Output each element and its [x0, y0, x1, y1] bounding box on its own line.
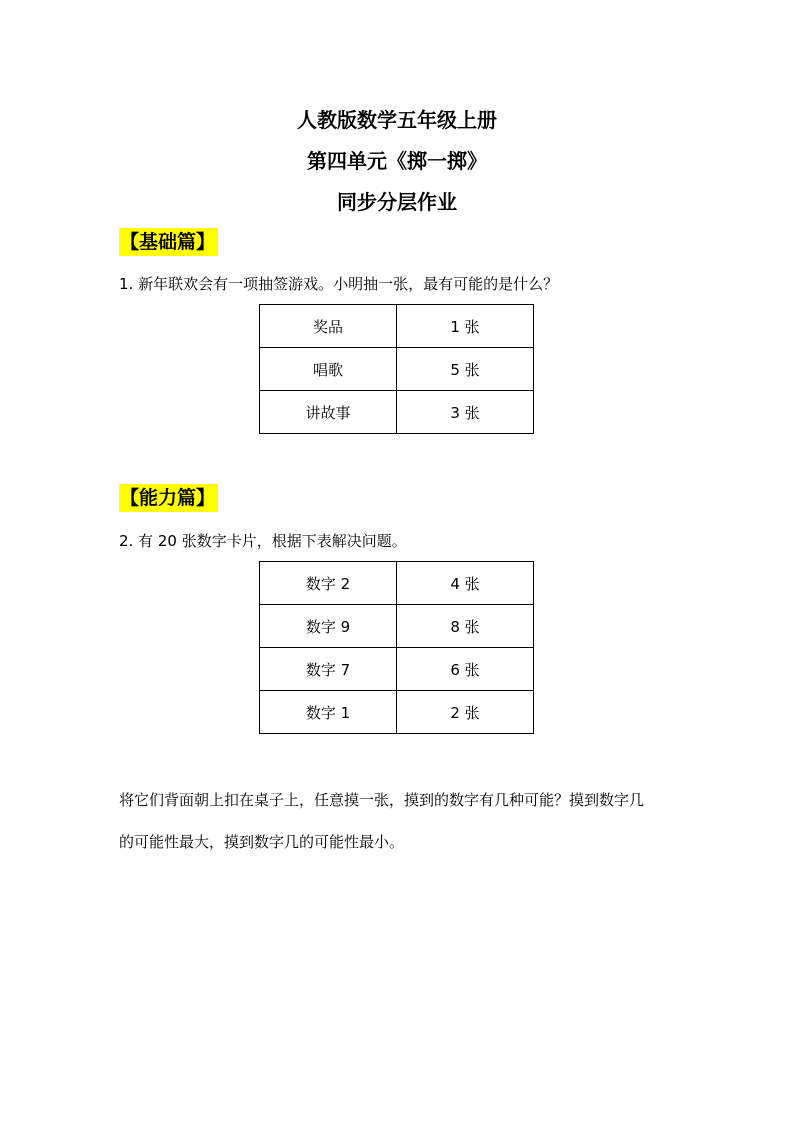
table-cell: 3 张 — [397, 391, 534, 434]
table-cell: 数字 7 — [260, 648, 397, 691]
ability-table — [259, 561, 534, 734]
table-cell: 数字 2 — [260, 562, 397, 605]
table-cell: 2 张 — [397, 691, 534, 734]
table-cell: 8 张 — [397, 605, 534, 648]
table-row — [260, 562, 534, 605]
table-row — [260, 605, 534, 648]
table-cell: 4 张 — [397, 562, 534, 605]
page-title: 人教版数学五年级上册 — [297, 108, 497, 132]
table-row — [260, 691, 534, 734]
table-cell: 1 张 — [397, 305, 534, 348]
table-cell: 唱歌 — [260, 348, 397, 391]
table-row — [260, 648, 534, 691]
question-2: 2. 有 20 张数字卡片，根据下表解决问题。 — [119, 532, 407, 550]
question-2-paragraph-line-1: 将它们背面朝上扣在桌子上，任意摸一张，摸到的数字有几种可能？摸到数字几 — [119, 791, 645, 809]
table-row — [260, 348, 534, 391]
ability-section-heading: 【能力篇】 — [119, 484, 218, 512]
basic-table — [259, 304, 534, 434]
table-cell: 数字 9 — [260, 605, 397, 648]
table-cell: 6 张 — [397, 648, 534, 691]
table-cell: 5 张 — [397, 348, 534, 391]
subtitle: 同步分层作业 — [337, 190, 457, 214]
table-row — [260, 305, 534, 348]
question-2-paragraph-line-2: 的可能性最大，摸到数字几的可能性最小。 — [119, 833, 405, 851]
table-cell: 讲故事 — [260, 391, 397, 434]
table-cell: 奖品 — [260, 305, 397, 348]
table-row — [260, 391, 534, 434]
basic-section-heading: 【基础篇】 — [119, 228, 218, 256]
question-1: 1. 新年联欢会有一项抽签游戏。小明抽一张，最有可能的是什么？ — [119, 275, 559, 293]
unit-title: 第四单元《掷一掷》 — [307, 149, 487, 173]
table-cell: 数字 1 — [260, 691, 397, 734]
